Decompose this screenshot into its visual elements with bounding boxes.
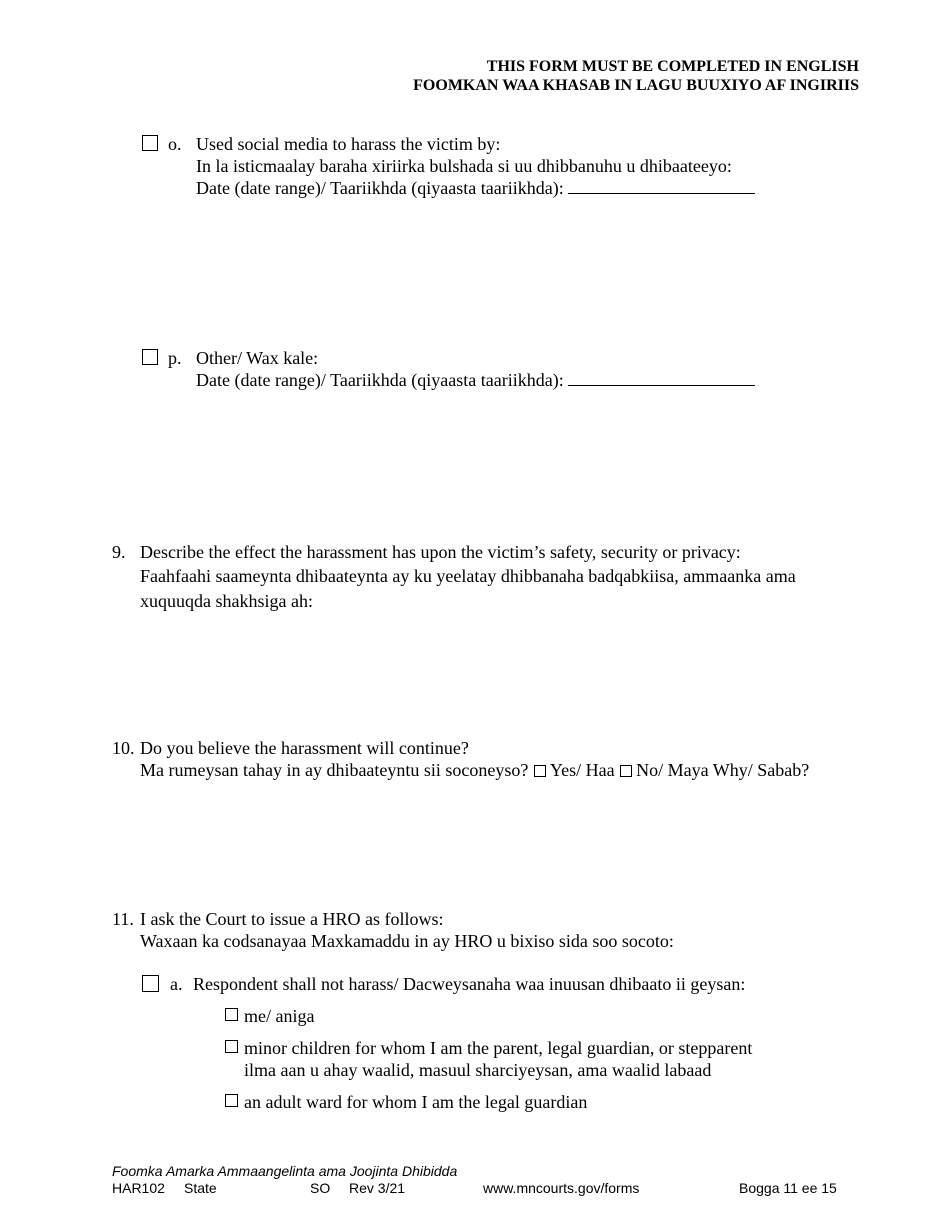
item-o-checkbox[interactable] [142,135,158,151]
q10-no-label: No/ Maya Why/ Sabab? [636,760,810,780]
q11-opt2-checkbox[interactable] [225,1040,238,1053]
q11-line1: I ask the Court to issue a HRO as follows: [140,909,444,929]
header-somali-notice: FOOMKAN WAA KHASAB IN LAGU BUUXIYO AF INGIRIIS [413,77,859,94]
q11-opt1-label: me/ aniga [244,1006,315,1026]
item-o-letter: o. [168,134,182,154]
q9-line2: Faahfaahi saameynta dhibaateynta ay ku yeelatay dhibbanaha badqabkiisa, ammaanka ama [140,566,796,586]
item-p-letter: p. [168,348,182,368]
item-p-date-label: Date (date range)/ Taariikhda (qiyaasta taariikhda): [196,370,564,390]
q9-line1: Describe the effect the harassment has upon the victim’s safety, security or privacy: [140,542,741,562]
item-p-checkbox[interactable] [142,349,158,365]
q11-opt2-line1: minor children for whom I am the parent, legal guardian, or stepparent [244,1038,753,1058]
footer-revision: Rev 3/21 [349,1180,406,1196]
footer-language: SO [310,1180,331,1196]
q11-opt2-line2: ilma aan u ahay waalid, masuul sharciyeysan, ama waalid labaad [244,1060,712,1080]
q10-number: 10. [112,738,135,758]
q10-yes-label: Yes/ Haa [549,760,615,780]
item-p-date-field[interactable] [568,369,755,386]
q10-yes-checkbox[interactable] [534,765,546,777]
q11-opt3-checkbox[interactable] [225,1094,238,1107]
item-o-line2: In la isticmaalay baraha xiriirka bulshada si uu dhibbanuhu u dhibaateeyo: [196,156,732,176]
q11-number: 11. [112,909,134,929]
q11-a-letter: a. [170,974,183,994]
item-o-date-row [196,177,755,199]
footer-form-title: Foomka Amarka Ammaangelinta ama Joojinta Dhibidda [112,1163,458,1179]
q10-no-checkbox[interactable] [620,765,632,777]
item-o-date-label: Date (date range)/ Taariikhda (qiyaasta taariikhda): [196,178,564,198]
q9-line3: xuquuqda shakhsiga ah: [140,591,313,611]
q10-line2-prefix: Ma rumeysan tahay in ay dhibaateyntu sii soconeyso? [140,760,529,780]
item-o-line1: Used social media to harass the victim by: [196,134,501,154]
item-p-line1: Other/ Wax kale: [196,348,319,368]
footer-url[interactable]: www.mncourts.gov/forms [483,1180,640,1196]
footer-form-code: HAR102 [112,1180,165,1196]
header-english-notice: THIS FORM MUST BE COMPLETED IN ENGLISH [486,58,859,75]
q11-a-checkbox[interactable] [142,975,159,992]
item-p-date-row [196,369,755,391]
q11-opt3-label: an adult ward for whom I am the legal guardian [244,1092,588,1112]
q9-number: 9. [112,542,126,562]
footer-jurisdiction: State [184,1180,217,1196]
item-o-date-field[interactable] [568,177,755,194]
q11-line2: Waxaan ka codsanayaa Maxkamaddu in ay HRO u bixiso sida soo socoto: [140,931,674,951]
q10-line1: Do you believe the harassment will continue? [140,738,469,758]
q11-opt1-checkbox[interactable] [225,1008,238,1021]
q11-a-text: Respondent shall not harass/ Dacweysanaha waa inuusan dhibaato ii geysan: [193,974,746,994]
q10-line2 [140,759,809,781]
footer-page-number: Bogga 11 ee 15 [739,1180,837,1196]
